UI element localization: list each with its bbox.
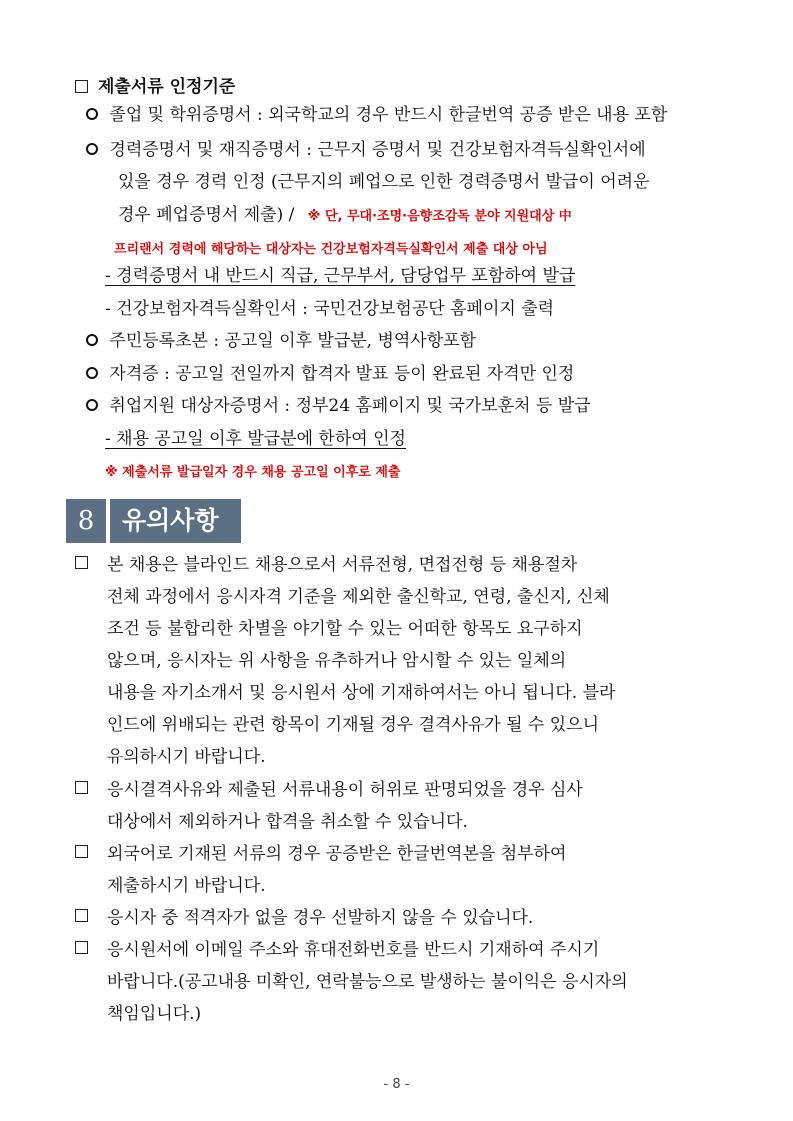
notice-item-5 (75, 938, 98, 957)
support-text: 취업지원 대상자증명서 : 정부24 홈페이지 및 국가보훈처 등 발급 (109, 396, 591, 416)
checkbox-square-icon (75, 845, 88, 858)
notice-item-4 (75, 906, 98, 925)
circle-bullet-icon (86, 399, 98, 411)
notice-item-3 (75, 842, 98, 861)
career-red-note-2: 프리랜서 경력에 해당하는 대상자는 건강보험자격득실확인서 제출 대상 아님 (114, 242, 548, 257)
notice-1-line-7: 유의하시기 바랍니다. (107, 747, 266, 767)
notice-4-line-1: 응시자 중 적격자가 없을 경우 선발하지 않을 수 있습니다. (107, 908, 534, 928)
notice-1-line-3: 조건 등 불합리한 차별을 야기할 수 있는 어떠한 항목도 요구하지 (107, 619, 583, 639)
support-dash-note: - 채용 공고일 이후 발급분에 한하여 인정 (105, 429, 406, 449)
circle-bullet-icon (86, 367, 98, 379)
career-text-line2: 있을 경우 경력 인정 (근무지의 폐업으로 인한 경력증명서 발급이 어려운 (118, 172, 650, 192)
docs-item-career (86, 138, 646, 162)
notice-1-line-4: 않으며, 응시자는 위 사항을 유추하거나 암시할 수 있는 일체의 (107, 651, 567, 671)
notice-1-line-6: 인드에 위배되는 관련 항목이 기재될 경우 결격사유가 될 수 있으니 (107, 715, 600, 735)
career-text: 근무지 증명서 및 건강보험자격득실확인서에 (312, 140, 646, 160)
notice-item-1 (75, 553, 98, 572)
circle-bullet-icon (86, 334, 98, 346)
career-label: 경력증명서 및 재직증명서 : (109, 140, 312, 160)
license-text: 자격증 : 공고일 전일까지 합격자 발표 등이 완료된 자격만 인정 (109, 364, 575, 384)
docs-heading (75, 72, 235, 97)
career-dash-note: - 경력증명서 내 반드시 직급, 근무부서, 담당업무 포함하여 발급 (105, 266, 576, 286)
career-text-line3 (118, 203, 572, 229)
checkbox-square-icon (75, 781, 88, 794)
section-title-badge: 유의사항 (110, 499, 241, 543)
notice-5-line-3: 책임입니다.) (107, 1004, 202, 1024)
notice-3-line-2: 제출하시기 바랍니다. (107, 876, 266, 896)
docs-item-graduation (86, 103, 667, 127)
health-insurance-dash-note: - 건강보험자격득실확인서 : 국민건강보험공단 홈페이지 출력 (105, 299, 555, 319)
notice-5-line-2: 바랍니다.(공고내용 미확인, 연락불능으로 발생하는 불이익은 응시자의 (107, 972, 628, 992)
docs-red-notice: ※ 제출서류 발급일자 경우 채용 공고일 이후로 제출 (105, 465, 401, 480)
circle-bullet-icon (86, 143, 98, 155)
resident-text: 주민등록초본 : 공고일 이후 발급분, 병역사항포함 (109, 331, 476, 351)
notice-2-line-2: 대상에서 제외하거나 합격을 취소할 수 있습니다. (107, 812, 468, 832)
section-number-badge: 8 (66, 499, 106, 543)
notice-1-line-2: 전체 과정에서 응시자격 기준을 제외한 출신학교, 연령, 출신지, 신체 (107, 587, 610, 607)
career-line3-text: 경우 폐업증명서 제출) / (118, 205, 295, 225)
notice-1-line-1: 본 채용은 블라인드 채용으로서 서류전형, 면접전형 등 채용절차 (107, 555, 578, 575)
notice-5-line-1: 응시원서에 이메일 주소와 휴대전화번호를 반드시 기재하여 주시기 (107, 940, 600, 960)
notice-2-line-1: 응시결격사유와 제출된 서류내용이 허위로 판명되었을 경우 심사 (107, 780, 583, 800)
docs-item-resident (86, 329, 476, 353)
checkbox-square-icon (75, 80, 88, 93)
checkbox-square-icon (75, 941, 88, 954)
docs-heading-text: 제출서류 인정기준 (98, 77, 236, 97)
graduation-label: 졸업 및 학위증명서 : (109, 105, 263, 125)
career-red-note: ※ 단, 무대·조명·음향조감독 분야 지원대상 中 (307, 209, 572, 224)
docs-item-support (86, 394, 591, 418)
checkbox-square-icon (75, 909, 88, 922)
page-number-footer: - 8 - (383, 1077, 410, 1092)
notice-item-2 (75, 778, 98, 797)
notice-1-line-5: 내용을 자기소개서 및 응시원서 상에 기재하여서는 아니 됩니다. 블라 (107, 683, 616, 703)
docs-item-license (86, 362, 574, 386)
graduation-text: 외국학교의 경우 반드시 한글번역 공증 받은 내용 포함 (262, 105, 668, 125)
notice-3-line-1: 외국어로 기재된 서류의 경우 공증받은 한글번역본을 첨부하여 (107, 844, 567, 864)
checkbox-square-icon (75, 556, 88, 569)
circle-bullet-icon (86, 108, 98, 120)
